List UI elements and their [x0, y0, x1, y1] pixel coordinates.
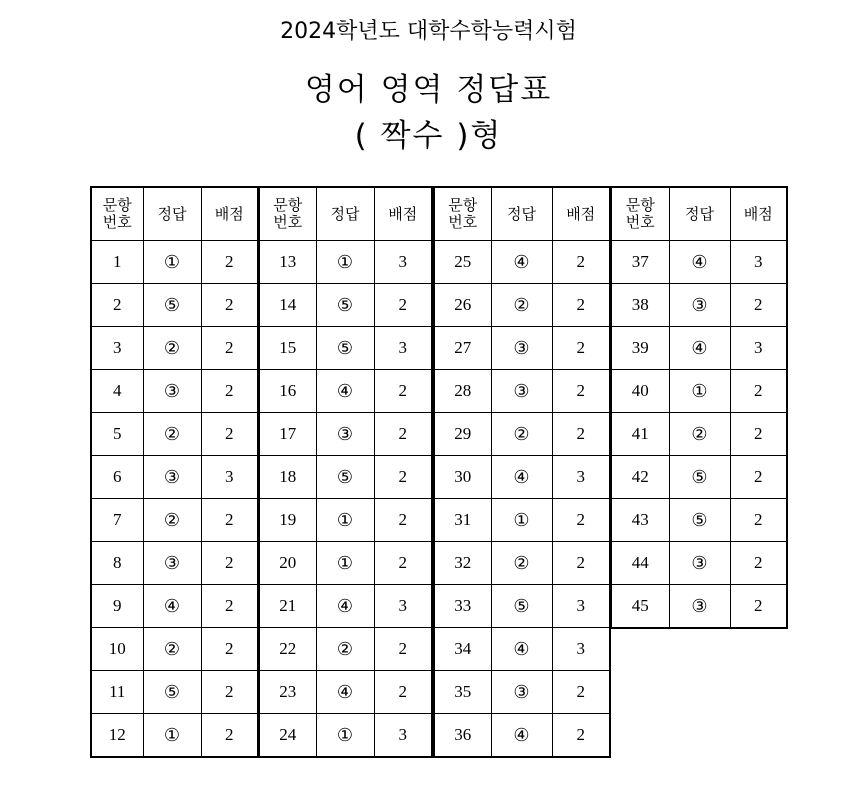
table-row	[91, 241, 258, 284]
header-answer: 정답	[143, 187, 201, 241]
question-number: 33	[434, 585, 491, 628]
question-number: 7	[91, 499, 143, 542]
question-number: 6	[91, 456, 143, 499]
table-row	[91, 671, 258, 714]
points-cell: 2	[552, 241, 610, 284]
answer-cell: ⑤	[316, 456, 374, 499]
answer-cell: ②	[316, 628, 374, 671]
question-number: 12	[91, 714, 143, 758]
answer-cell: ①	[143, 714, 201, 758]
table-row	[91, 714, 258, 758]
points-cell: 2	[730, 456, 787, 499]
header-number-line2: 번호	[448, 213, 478, 231]
table-row	[91, 456, 258, 499]
question-number: 45	[611, 585, 669, 629]
header-row	[259, 187, 432, 241]
table-row	[434, 370, 610, 413]
table-row	[434, 284, 610, 327]
points-cell: 2	[201, 499, 258, 542]
header-points: 배점	[374, 187, 432, 241]
points-cell: 2	[552, 413, 610, 456]
table-row	[259, 327, 432, 370]
answer-block-3	[433, 186, 611, 758]
header-points: 배점	[730, 187, 787, 241]
exam-title: 2024학년도 대학수학능력시험	[280, 19, 577, 44]
table-row	[611, 542, 787, 585]
header-points: 배점	[552, 187, 610, 241]
question-number: 2	[91, 284, 143, 327]
question-number: 35	[434, 671, 491, 714]
points-cell: 2	[552, 499, 610, 542]
question-number: 26	[434, 284, 491, 327]
table-row	[434, 671, 610, 714]
header-number-line1: 문항	[102, 196, 132, 214]
question-number: 39	[611, 327, 669, 370]
question-number: 40	[611, 370, 669, 413]
table-row	[611, 413, 787, 456]
points-cell: 2	[552, 370, 610, 413]
question-number: 8	[91, 542, 143, 585]
points-cell: 2	[374, 671, 432, 714]
table-row	[611, 456, 787, 499]
header-number	[611, 187, 669, 241]
table-row	[259, 542, 432, 585]
points-cell: 2	[730, 585, 787, 629]
answer-cell: ④	[491, 714, 552, 758]
points-cell: 2	[201, 585, 258, 628]
points-cell: 2	[374, 413, 432, 456]
points-cell: 2	[374, 456, 432, 499]
answer-cell: ④	[491, 241, 552, 284]
answer-cell: ②	[491, 284, 552, 327]
table-row	[91, 628, 258, 671]
answer-cell: ⑤	[669, 499, 730, 542]
header-answer: 정답	[669, 187, 730, 241]
question-number: 31	[434, 499, 491, 542]
answer-cell: ④	[491, 628, 552, 671]
question-number: 3	[91, 327, 143, 370]
table-row	[434, 413, 610, 456]
header-number	[434, 187, 491, 241]
answer-cell: ②	[143, 327, 201, 370]
answer-cell: ⑤	[491, 585, 552, 628]
points-cell: 3	[201, 456, 258, 499]
question-number: 18	[259, 456, 316, 499]
answer-cell: ③	[316, 413, 374, 456]
points-cell: 2	[374, 499, 432, 542]
answer-cell: ④	[143, 585, 201, 628]
points-cell: 2	[201, 284, 258, 327]
answer-cell: ③	[143, 542, 201, 585]
answer-cell: ③	[143, 456, 201, 499]
answer-cell: ②	[669, 413, 730, 456]
header-row	[434, 187, 610, 241]
question-number: 32	[434, 542, 491, 585]
table-row	[611, 499, 787, 542]
answer-cell: ③	[491, 370, 552, 413]
table-row	[91, 327, 258, 370]
question-number: 10	[91, 628, 143, 671]
header-row	[91, 187, 258, 241]
answer-cell: ④	[316, 671, 374, 714]
points-cell: 2	[552, 542, 610, 585]
question-number: 41	[611, 413, 669, 456]
points-cell: 2	[552, 714, 610, 758]
table-row	[259, 370, 432, 413]
question-number: 36	[434, 714, 491, 758]
table-row	[259, 499, 432, 542]
table-row	[259, 714, 432, 758]
question-number: 21	[259, 585, 316, 628]
answer-block-2	[258, 186, 433, 758]
answer-cell: ⑤	[143, 671, 201, 714]
header-number-line2: 번호	[273, 213, 303, 231]
answer-cell: ③	[491, 327, 552, 370]
table-row	[91, 370, 258, 413]
question-number: 16	[259, 370, 316, 413]
question-number: 9	[91, 585, 143, 628]
points-cell: 2	[201, 327, 258, 370]
question-number: 38	[611, 284, 669, 327]
points-cell: 2	[730, 413, 787, 456]
points-cell: 3	[552, 628, 610, 671]
header-number-line2: 번호	[102, 213, 132, 231]
answer-cell: ④	[669, 241, 730, 284]
answer-cell: ④	[316, 585, 374, 628]
answer-block-4	[610, 186, 788, 629]
points-cell: 3	[730, 241, 787, 284]
answer-cell: ②	[143, 628, 201, 671]
answer-cell: ④	[669, 327, 730, 370]
question-number: 19	[259, 499, 316, 542]
points-cell: 2	[201, 413, 258, 456]
question-number: 25	[434, 241, 491, 284]
table-row	[611, 370, 787, 413]
table-row	[259, 671, 432, 714]
table-row	[611, 241, 787, 284]
points-cell: 2	[201, 241, 258, 284]
question-number: 23	[259, 671, 316, 714]
table-row	[91, 585, 258, 628]
points-cell: 3	[374, 714, 432, 758]
answer-cell: ⑤	[316, 327, 374, 370]
points-cell: 2	[730, 284, 787, 327]
table-row	[434, 628, 610, 671]
points-cell: 2	[730, 499, 787, 542]
answer-cell: ②	[491, 542, 552, 585]
points-cell: 2	[201, 628, 258, 671]
points-cell: 2	[552, 671, 610, 714]
header-number-line1: 문항	[448, 196, 478, 214]
points-cell: 2	[201, 370, 258, 413]
header-number	[91, 187, 143, 241]
answer-block-1	[90, 186, 259, 758]
header-number-line1: 문항	[273, 196, 303, 214]
table-row	[611, 585, 787, 629]
header-number-line2: 번호	[625, 213, 655, 231]
question-number: 44	[611, 542, 669, 585]
table-row	[434, 456, 610, 499]
table-row	[434, 714, 610, 758]
form-type: ( 짝수 )형	[354, 118, 503, 154]
question-number: 20	[259, 542, 316, 585]
question-number: 30	[434, 456, 491, 499]
answer-cell: ①	[491, 499, 552, 542]
table-row	[434, 241, 610, 284]
header-row	[611, 187, 787, 241]
answer-cell: ①	[143, 241, 201, 284]
question-number: 27	[434, 327, 491, 370]
table-row	[434, 542, 610, 585]
points-cell: 3	[374, 327, 432, 370]
question-number: 34	[434, 628, 491, 671]
question-number: 24	[259, 714, 316, 758]
answer-cell: ③	[143, 370, 201, 413]
header-answer: 정답	[491, 187, 552, 241]
points-cell: 3	[374, 585, 432, 628]
answer-cell: ⑤	[143, 284, 201, 327]
answer-cell: ③	[491, 671, 552, 714]
answer-cell: ③	[669, 284, 730, 327]
answer-cell: ④	[491, 456, 552, 499]
question-number: 14	[259, 284, 316, 327]
answer-cell: ③	[669, 585, 730, 629]
points-cell: 3	[552, 585, 610, 628]
points-cell: 3	[374, 241, 432, 284]
answer-cell: ③	[669, 542, 730, 585]
header-number	[259, 187, 316, 241]
header-answer: 정답	[316, 187, 374, 241]
table-row	[259, 628, 432, 671]
points-cell: 2	[201, 714, 258, 758]
question-number: 22	[259, 628, 316, 671]
answer-cell: ②	[491, 413, 552, 456]
answer-cell: ①	[316, 241, 374, 284]
answer-cell: ⑤	[669, 456, 730, 499]
table-row	[259, 413, 432, 456]
table-row	[611, 327, 787, 370]
question-number: 13	[259, 241, 316, 284]
table-row	[91, 413, 258, 456]
points-cell: 2	[201, 671, 258, 714]
points-cell: 2	[374, 542, 432, 585]
question-number: 37	[611, 241, 669, 284]
table-row	[434, 585, 610, 628]
points-cell: 2	[374, 370, 432, 413]
table-row	[91, 284, 258, 327]
points-cell: 3	[552, 456, 610, 499]
points-cell: 2	[730, 542, 787, 585]
points-cell: 2	[201, 542, 258, 585]
question-number: 5	[91, 413, 143, 456]
question-number: 28	[434, 370, 491, 413]
table-row	[91, 499, 258, 542]
question-number: 1	[91, 241, 143, 284]
answer-cell: ②	[143, 499, 201, 542]
header-points: 배점	[201, 187, 258, 241]
question-number: 29	[434, 413, 491, 456]
table-row	[259, 585, 432, 628]
question-number: 11	[91, 671, 143, 714]
table-row	[259, 241, 432, 284]
answer-cell: ①	[316, 499, 374, 542]
points-cell: 3	[730, 327, 787, 370]
subject-title: 영어 영역 정답표	[304, 72, 553, 108]
question-number: 43	[611, 499, 669, 542]
question-number: 4	[91, 370, 143, 413]
question-number: 17	[259, 413, 316, 456]
header-number-line1: 문항	[625, 196, 655, 214]
answer-cell: ①	[316, 714, 374, 758]
points-cell: 2	[552, 327, 610, 370]
answer-cell: ⑤	[316, 284, 374, 327]
table-row	[259, 284, 432, 327]
table-row	[91, 542, 258, 585]
table-row	[259, 456, 432, 499]
answer-cell: ④	[316, 370, 374, 413]
points-cell: 2	[374, 628, 432, 671]
answer-cell: ①	[316, 542, 374, 585]
points-cell: 2	[730, 370, 787, 413]
answer-cell: ②	[143, 413, 201, 456]
question-number: 15	[259, 327, 316, 370]
question-number: 42	[611, 456, 669, 499]
table-row	[434, 499, 610, 542]
answer-cell: ①	[669, 370, 730, 413]
table-row	[611, 284, 787, 327]
points-cell: 2	[552, 284, 610, 327]
points-cell: 2	[374, 284, 432, 327]
table-row	[434, 327, 610, 370]
